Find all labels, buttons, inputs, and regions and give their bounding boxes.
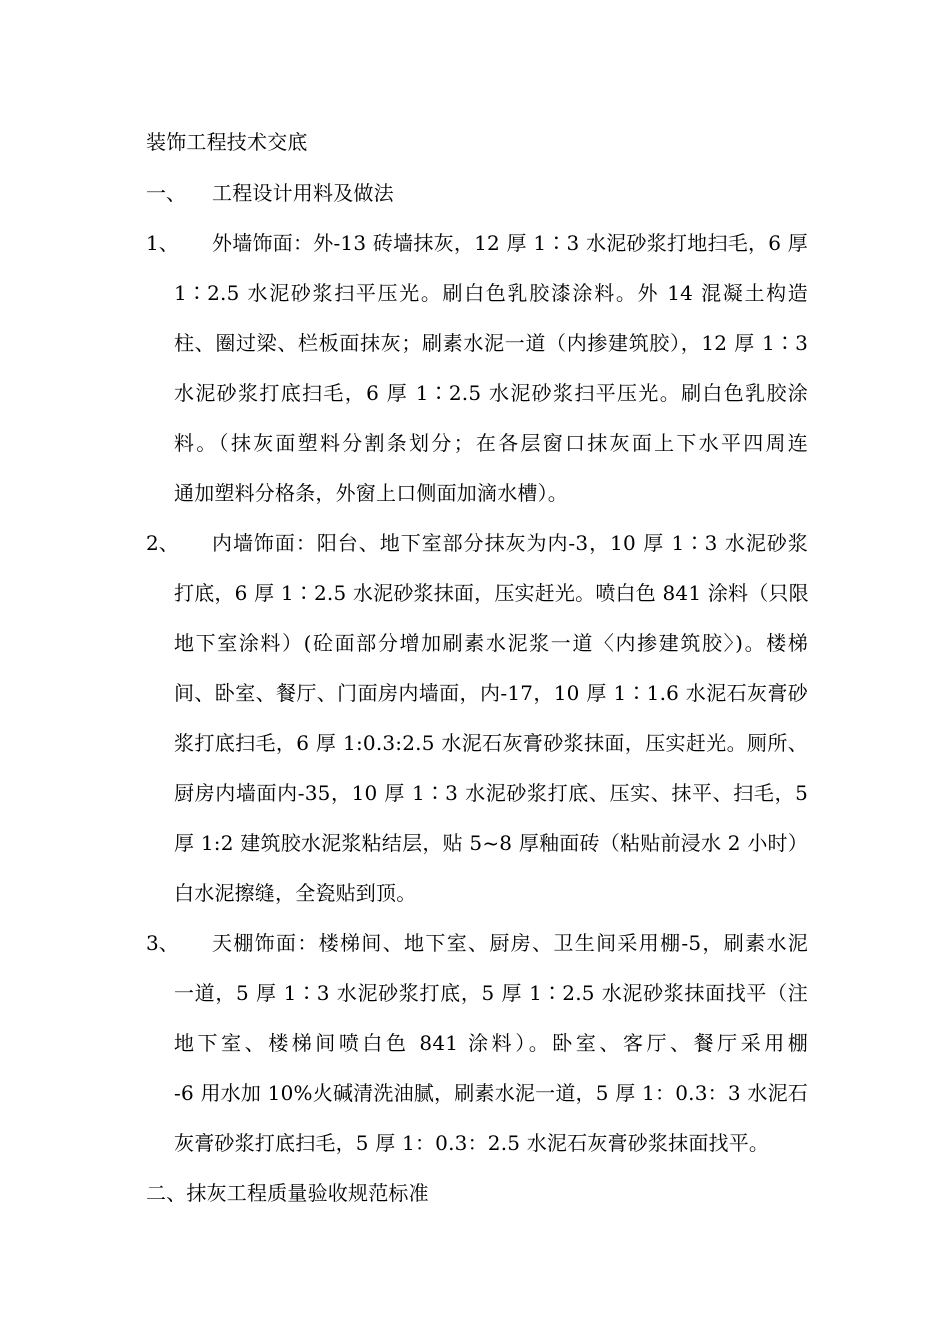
- item1-line: 柱、圈过梁、栏板面抹灰；刷素水泥一道（内掺建筑胶），12 厚 1∶3: [174, 331, 808, 355]
- item3-line: 天棚饰面：楼梯间、地下室、厨房、卫生间采用棚-5，刷素水泥: [212, 931, 808, 955]
- item1-line: 料。（抹灰面塑料分割条划分；在各层窗口抹灰面上下水平四周连: [174, 431, 808, 455]
- item3-line: -6 用水加 10%火碱清洗油腻，刷素水泥一道，5 厚 1：0.3：3 水泥石: [174, 1081, 808, 1105]
- item2-line: 浆打底扫毛，6 厚 1:0.3:2.5 水泥石灰膏砂浆抹面，压实赶光。厕所、: [174, 731, 808, 755]
- item2-line: 厨房内墙面内-35，10 厚 1∶3 水泥砂浆打底、压实、抹平、扫毛，5: [174, 781, 808, 805]
- item1-line: 1∶2.5 水泥砂浆扫平压光。刷白色乳胶漆涂料。外 14 混凝土构造: [174, 281, 808, 305]
- item2-line: 间、卧室、餐厅、门面房内墙面，内-17，10 厚 1∶1.6 水泥石灰膏砂: [174, 681, 808, 705]
- item2-line: 打底，6 厚 1∶2.5 水泥砂浆抹面，压实赶光。喷白色 841 涂料（只限: [174, 581, 809, 605]
- item2-line: 厚 1:2 建筑胶水泥浆粘结层，贴 5~8 厚釉面砖（粘贴前浸水 2 小时）: [174, 831, 808, 855]
- item1-line: 通加塑料分格条，外窗上口侧面加滴水槽）。: [174, 481, 568, 505]
- item2-line: 白水泥擦缝，全瓷贴到顶。: [174, 881, 417, 905]
- section1-heading: 工程设计用料及做法: [212, 181, 394, 205]
- item1-line: 水泥砂浆打底扫毛，6 厚 1∶2.5 水泥砂浆扫平压光。刷白色乳胶涂: [174, 381, 808, 405]
- item2-line: 地下室涂料）(砼面部分增加刷素水泥浆一道〈内掺建筑胶〉)。楼梯: [174, 631, 808, 655]
- section2-heading: 二、抹灰工程质量验收规范标准: [146, 1181, 429, 1205]
- item3-line: 灰膏砂浆打底扫毛，5 厚 1：0.3：2.5 水泥石灰膏砂浆抹面找平。: [174, 1131, 770, 1155]
- section1-number: 一、: [146, 181, 186, 205]
- item2-line: 内墙饰面：阳台、地下室部分抹灰为内-3，10 厚 1∶3 水泥砂浆: [212, 531, 808, 555]
- item3-number: 3、: [146, 931, 179, 955]
- item3-line: 地下室、楼梯间喷白色 841 涂料）。卧室、客厅、餐厅采用棚: [174, 1031, 808, 1055]
- document-title: 装饰工程技术交底: [146, 130, 308, 154]
- item1-line: 外墙饰面：外-13 砖墙抹灰，12 厚 1∶3 水泥砂浆打地扫毛，6 厚: [212, 231, 808, 255]
- item1-number: 1、: [146, 231, 179, 255]
- item2-number: 2、: [146, 531, 179, 555]
- item3-line: 一道，5 厚 1∶3 水泥砂浆打底，5 厚 1∶2.5 水泥砂浆抹面找平（注: [174, 981, 808, 1005]
